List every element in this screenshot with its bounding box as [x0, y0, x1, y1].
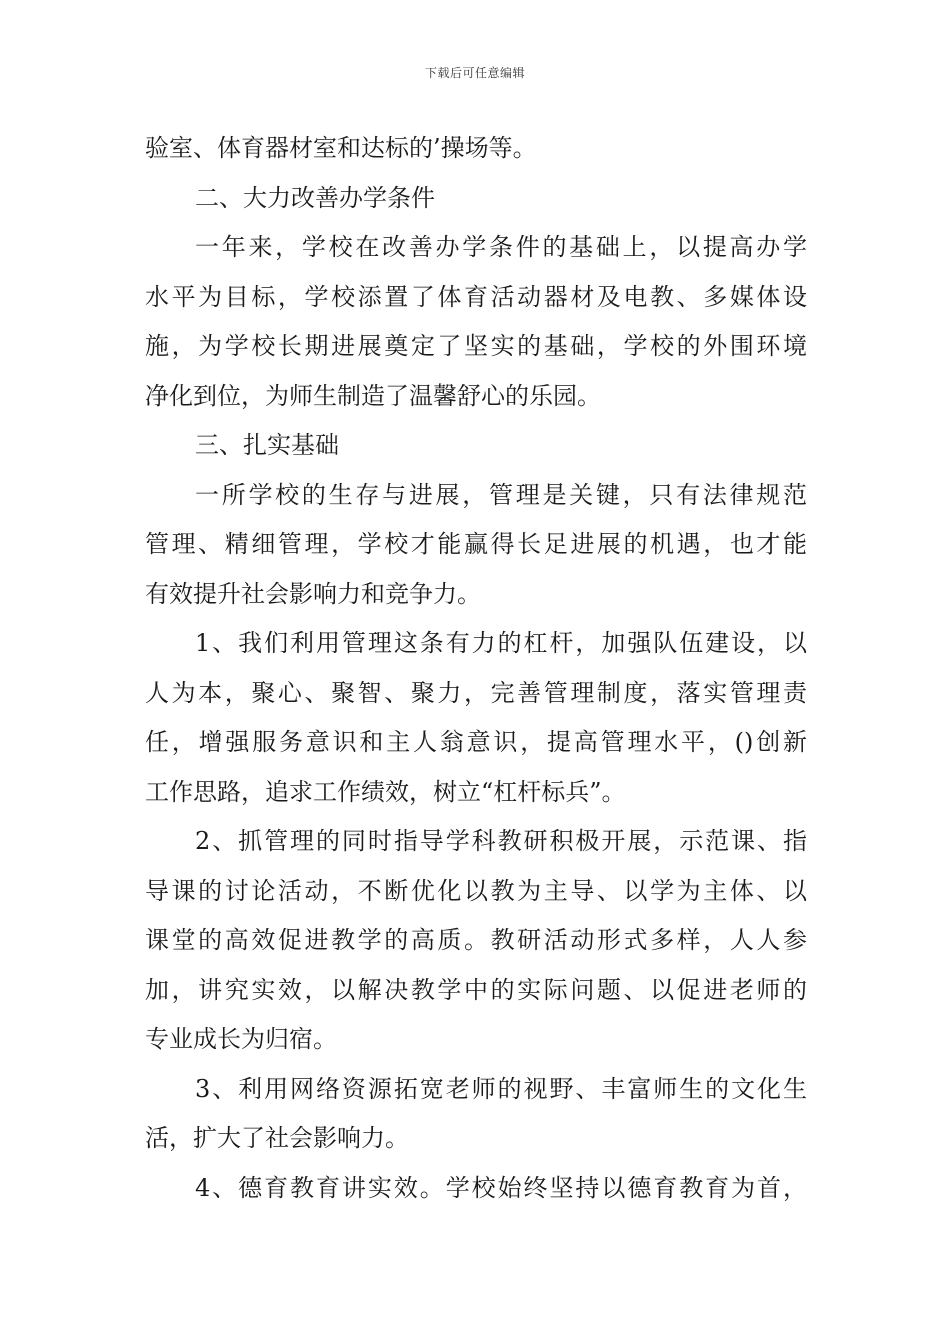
text-line: 加，讲究实效，以解决教学中的实际问题、以促进老师的: [145, 975, 807, 1004]
text-line: 二、大力改善办学条件: [195, 183, 435, 212]
text-line: 1、我们利用管理这条有力的杠杆，加强队伍建设，以: [195, 629, 807, 657]
text-line: 活，扩大了社会影响力。: [145, 1124, 409, 1152]
text-line: 一年来，学校在改善办学条件的基础上，以提高办学: [195, 233, 807, 261]
text-line: 施，为学校长期进展奠定了坚实的基础，学校的外围环境: [145, 332, 807, 360]
text-line: 净化到位，为师生制造了温馨舒心的乐园。: [145, 381, 601, 410]
text-line: 管理、精细管理，学校才能赢得长足进展的机遇，也才能: [145, 530, 807, 558]
text-line: 验室、体育器材室和达标的’操场等。: [145, 134, 537, 162]
text-line: 专业成长为归宿。: [145, 1025, 337, 1053]
text-line: 3、利用网络资源拓宽老师的视野、丰富师生的文化生: [195, 1074, 807, 1103]
text-line: 2、抓管理的同时指导学科教研积极开展，示范课、指: [195, 827, 807, 855]
text-line: 人为本，聚心、聚智、聚力，完善管理制度，落实管理责: [145, 678, 807, 707]
text-line: 任，增强服务意识和主人翁意识，提高管理水平，()创新: [145, 728, 807, 756]
text-line: 水平为目标，学校添置了体育活动器材及电教、多媒体设: [145, 282, 807, 311]
text-line: 4、德育教育讲实效。学校始终坚持以德育教育为首，: [195, 1173, 807, 1202]
document-body: [145, 124, 807, 1213]
text-line: 三、扎实基础: [195, 431, 339, 459]
text-line: 一所学校的生存与进展，管理是关键，只有法律规范: [195, 480, 807, 509]
page-header: 下载后可任意编辑: [424, 66, 525, 80]
text-line: 工作思路，追求工作绩效，树立“杠杆标兵”。: [145, 777, 626, 806]
text-line: 课堂的高效促进教学的高质。教研活动形式多样，人人参: [145, 926, 807, 954]
text-line: 导课的讨论活动，不断优化以教为主导、以学为主体、以: [145, 876, 807, 905]
text-line: 有效提升社会影响力和竞争力。: [145, 579, 481, 608]
